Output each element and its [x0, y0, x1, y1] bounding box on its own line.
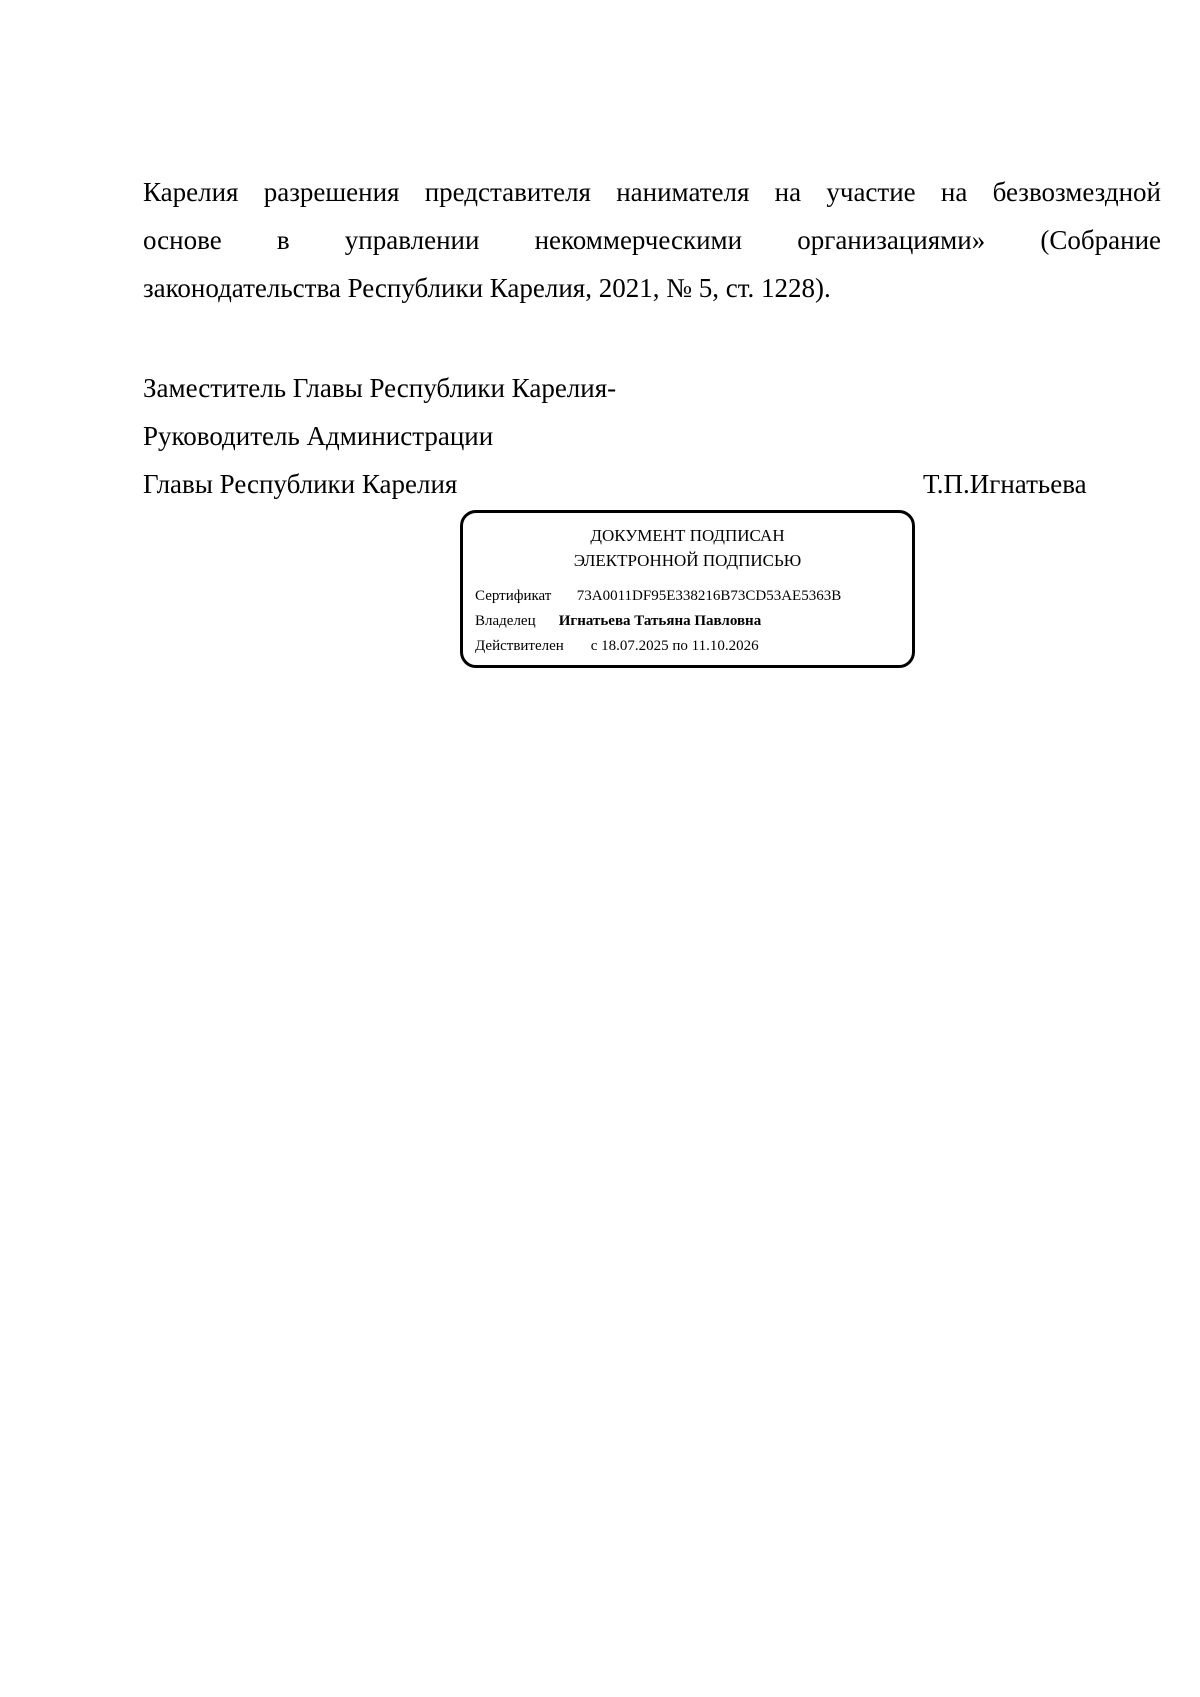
signature-block [143, 364, 1103, 508]
stamp-valid-value: с 18.07.2025 по 11.10.2026 [590, 638, 759, 654]
electronic-signature-stamp [460, 510, 915, 668]
body-line-1: Карелия разрешения представителя нанимателя на участие на безвозмездной [143, 177, 1161, 207]
body-line-2: основе в управлении некоммерческими организациями» (Собрание [143, 225, 1161, 255]
signer-position-line-3: Главы Республики Карелия [143, 469, 458, 499]
stamp-certificate-row [475, 588, 841, 605]
signer-position-line-2: Руководитель Администрации [143, 421, 494, 451]
body-paragraph [143, 168, 1161, 312]
stamp-certificate-label: Сертификат [475, 588, 552, 604]
stamp-owner-value: Игнатьева Татьяна Павловна [558, 613, 762, 629]
stamp-owner-label: Владелец [475, 613, 536, 629]
stamp-title-line-1: ДОКУМЕНТ ПОДПИСАН [590, 526, 785, 545]
stamp-title [463, 523, 912, 573]
signer-position-line-3-row [143, 460, 1103, 508]
body-line-3: законодательства Республики Карелия, 2021, № 5, ст. 1228). [143, 273, 831, 303]
signer-position-line-1: Заместитель Главы Республики Карелия- [143, 373, 617, 403]
stamp-owner-row [475, 613, 761, 630]
stamp-valid-row [475, 638, 759, 655]
stamp-title-line-2: ЭЛЕКТРОННОЙ ПОДПИСЬЮ [573, 551, 802, 570]
stamp-certificate-value: 73A0011DF95E338216B73CD53AE5363B [576, 588, 842, 604]
signer-name: Т.П.Игнатьева [923, 469, 1087, 499]
stamp-valid-label: Действителен [475, 638, 564, 654]
